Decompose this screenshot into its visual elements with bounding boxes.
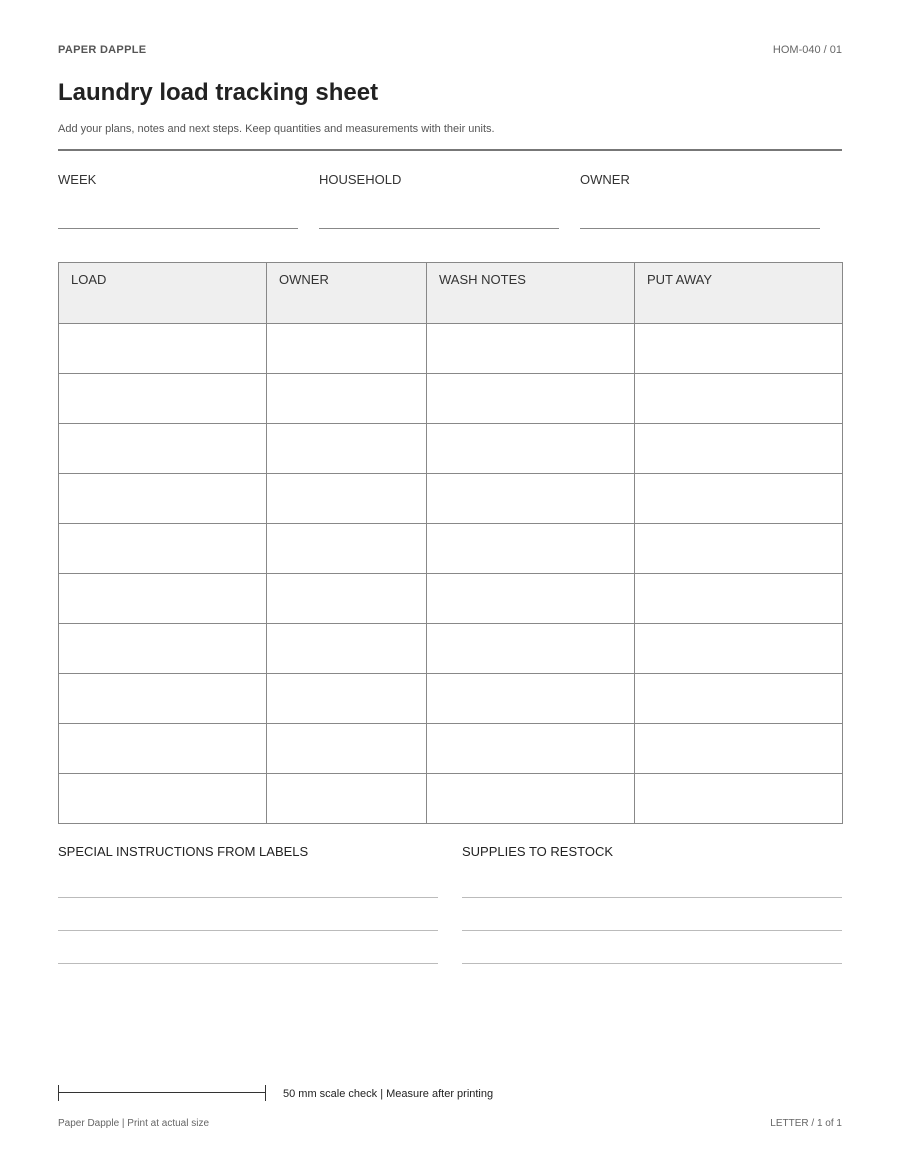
household-field[interactable]: [319, 228, 559, 229]
owner-label: OWNER: [580, 172, 630, 187]
table-cell[interactable]: [427, 624, 635, 674]
table-header-row: [59, 263, 843, 324]
table-cell[interactable]: [267, 424, 427, 474]
table-cell[interactable]: [427, 674, 635, 724]
table-row: [59, 574, 843, 624]
table-row: [59, 424, 843, 474]
special-instructions-line-1[interactable]: [58, 897, 438, 898]
footer-page-info: LETTER / 1 of 1: [770, 1118, 842, 1129]
table-row: [59, 774, 843, 824]
table-cell[interactable]: [427, 774, 635, 824]
table-cell[interactable]: [267, 674, 427, 724]
table-cell[interactable]: [59, 524, 267, 574]
table-cell[interactable]: [635, 724, 843, 774]
table-cell[interactable]: [427, 524, 635, 574]
supplies-line-1[interactable]: [462, 897, 842, 898]
table-cell[interactable]: [59, 724, 267, 774]
header-divider: [58, 149, 842, 151]
table-cell[interactable]: [635, 774, 843, 824]
table-cell[interactable]: [635, 374, 843, 424]
table-cell[interactable]: [427, 324, 635, 374]
table-cell[interactable]: [267, 324, 427, 374]
table-cell[interactable]: [59, 624, 267, 674]
column-header-load: LOAD: [59, 263, 267, 324]
household-label: HOUSEHOLD: [319, 172, 402, 187]
table-cell[interactable]: [267, 724, 427, 774]
table-cell[interactable]: [635, 624, 843, 674]
table-row: [59, 374, 843, 424]
table-row: [59, 724, 843, 774]
table-row: [59, 674, 843, 724]
table-cell[interactable]: [59, 774, 267, 824]
table-cell[interactable]: [635, 324, 843, 374]
table-cell[interactable]: [427, 724, 635, 774]
table-cell[interactable]: [267, 374, 427, 424]
table-cell[interactable]: [427, 424, 635, 474]
special-instructions-line-3[interactable]: [58, 963, 438, 964]
table-cell[interactable]: [267, 524, 427, 574]
brand-name: PAPER DAPPLE: [58, 44, 147, 56]
table-cell[interactable]: [59, 424, 267, 474]
special-instructions-line-2[interactable]: [58, 930, 438, 931]
table-cell[interactable]: [427, 574, 635, 624]
column-header-wash-notes: WASH NOTES: [427, 263, 635, 324]
table-row: [59, 624, 843, 674]
table-cell[interactable]: [635, 424, 843, 474]
table-cell[interactable]: [267, 624, 427, 674]
scale-check-bar: [58, 1085, 266, 1101]
supplies-to-restock-label: SUPPLIES TO RESTOCK: [462, 844, 613, 859]
table-cell[interactable]: [59, 674, 267, 724]
table-cell[interactable]: [267, 574, 427, 624]
table-cell[interactable]: [59, 474, 267, 524]
table-cell[interactable]: [635, 474, 843, 524]
table-cell[interactable]: [267, 774, 427, 824]
table-cell[interactable]: [427, 374, 635, 424]
scale-check-text: 50 mm scale check | Measure after printing: [283, 1088, 494, 1100]
special-instructions-label: SPECIAL INSTRUCTIONS FROM LABELS: [58, 844, 309, 859]
page-subtitle: Add your plans, notes and next steps. Keep quantities and measurements with their units.: [58, 123, 495, 135]
table-cell[interactable]: [267, 474, 427, 524]
week-label: WEEK: [58, 172, 97, 187]
supplies-line-2[interactable]: [462, 930, 842, 931]
supplies-line-3[interactable]: [462, 963, 842, 964]
table-row: [59, 474, 843, 524]
table-cell[interactable]: [427, 474, 635, 524]
table-cell[interactable]: [635, 574, 843, 624]
table-cell[interactable]: [59, 324, 267, 374]
table-cell[interactable]: [59, 374, 267, 424]
column-header-owner: OWNER: [267, 263, 427, 324]
footer-left-text: Paper Dapple | Print at actual size: [58, 1118, 210, 1129]
owner-field[interactable]: [580, 228, 820, 229]
table-cell[interactable]: [635, 524, 843, 574]
document-id: HOM-040 / 01: [772, 44, 842, 56]
table-cell[interactable]: [635, 674, 843, 724]
table-row: [59, 524, 843, 574]
page-title: Laundry load tracking sheet: [58, 79, 379, 106]
table-row: [59, 324, 843, 374]
table-cell[interactable]: [59, 574, 267, 624]
load-tracking-table: [58, 262, 843, 824]
column-header-put-away: PUT AWAY: [635, 263, 843, 324]
week-field[interactable]: [58, 228, 298, 229]
